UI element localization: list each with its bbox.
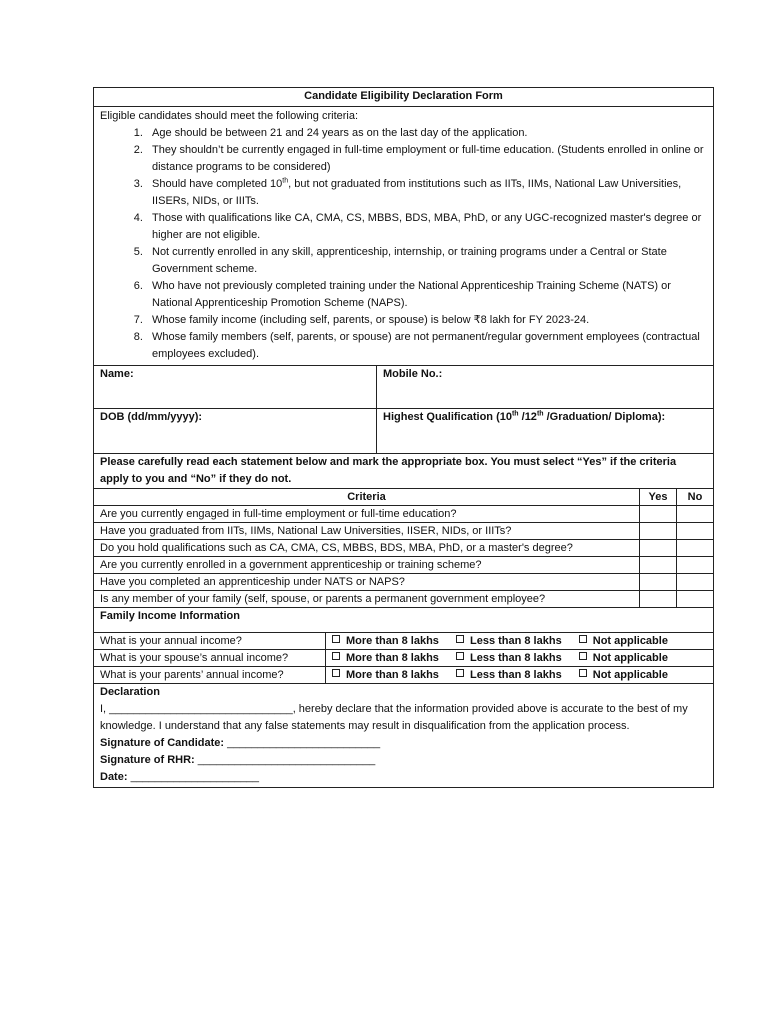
superscript: th [536, 410, 544, 418]
option-label: Less than 8 lakhs [469, 635, 562, 647]
option-less-than-8-lakhs[interactable] [456, 667, 562, 683]
criteria-item: 4. Those with qualifications like CA, CMA, CS, MBBS, BDS, MBA, PhD, or any UGC-recognized master's degree or higher are not eligible. [146, 210, 707, 244]
criteria-item: 5. Not currently enrolled in any skill, apprenticeship, internship, or training programs under a Central or State Government scheme. [146, 244, 707, 278]
income-options [326, 633, 714, 650]
option-label: More than 8 lakhs [346, 635, 439, 647]
no-cell[interactable] [677, 523, 714, 540]
eligibility-criteria [94, 107, 713, 366]
criteria-question: Is any member of your family (self, spouse, or parents a permanent government employee? [94, 591, 640, 608]
option-label: Less than 8 lakhs [469, 652, 562, 664]
yes-cell[interactable] [640, 591, 677, 608]
income-table [94, 633, 713, 684]
option-less-than-8-lakhs[interactable] [456, 633, 562, 649]
qualification-text: /Graduation/ Diploma): [543, 411, 666, 423]
criteria-item: 1. Age should be between 21 and 24 years as on the last day of the application. [146, 125, 707, 142]
option-label: More than 8 lakhs [346, 652, 439, 664]
checkbox-icon[interactable] [332, 635, 340, 643]
checkbox-icon[interactable] [579, 635, 587, 643]
option-not-applicable[interactable] [579, 650, 668, 666]
name-mobile-row [94, 366, 713, 409]
criteria-list [100, 125, 707, 363]
signature-rhr-blank: _____________________________ [194, 754, 376, 766]
option-label: Not applicable [592, 635, 668, 647]
dob-field[interactable] [94, 409, 377, 453]
no-cell[interactable] [677, 574, 714, 591]
option-not-applicable[interactable] [579, 667, 668, 683]
no-cell[interactable] [677, 506, 714, 523]
declaration-text: I, ______________________________, hereby declare that the information provided above is accurate to the best of my knowledge. I understand that any false statements may result in disqualification from the application process. [100, 703, 688, 732]
checkbox-icon[interactable] [579, 652, 587, 660]
signature-rhr-label: Signature of RHR: [100, 754, 195, 766]
signature-candidate-line[interactable] [100, 735, 707, 752]
qualification-label [383, 411, 665, 423]
income-section-title: Family Income Information [94, 608, 713, 633]
table-row [94, 523, 713, 540]
declaration-section [94, 684, 713, 787]
criteria-question: Have you completed an apprenticeship under NATS or NAPS? [94, 574, 640, 591]
mobile-label: Mobile No.: [383, 368, 443, 380]
eligibility-form [93, 87, 714, 788]
checkbox-icon[interactable] [456, 635, 464, 643]
income-question: What is your spouse’s annual income? [94, 650, 326, 667]
no-header: No [677, 489, 714, 506]
criteria-table [94, 489, 713, 608]
option-label: Not applicable [592, 669, 668, 681]
option-label: Less than 8 lakhs [469, 669, 562, 681]
table-row [94, 574, 713, 591]
income-question: What is your annual income? [94, 633, 326, 650]
criteria-question: Do you hold qualifications such as CA, CMA, CS, MBBS, BDS, MBA, PhD, or a master's degree? [94, 540, 640, 557]
dob-qualification-row [94, 409, 713, 454]
option-label: More than 8 lakhs [346, 669, 439, 681]
criteria-question: Are you currently engaged in full-time employment or full-time education? [94, 506, 640, 523]
no-cell[interactable] [677, 540, 714, 557]
criteria-item: 2. They shouldn’t be currently engaged in full-time employment or full-time education. (Students enrolled in online or distance programs to be considered) [146, 142, 707, 176]
checkbox-icon[interactable] [456, 669, 464, 677]
declaration-title: Declaration [100, 686, 160, 698]
checkbox-icon[interactable] [456, 652, 464, 660]
no-cell[interactable] [677, 557, 714, 574]
table-row [94, 506, 713, 523]
date-line[interactable] [100, 769, 707, 786]
checkbox-icon[interactable] [332, 652, 340, 660]
criteria-text: , but not graduated from institutions such as IITs, IIMs, National Law Universities, IISERs, NIDs, or IIITs. [152, 178, 682, 207]
criteria-item: 7. Whose family income (including self, parents, or spouse) is below ₹8 lakh for FY 2023-24. [146, 312, 707, 329]
no-cell[interactable] [677, 591, 714, 608]
option-more-than-8-lakhs[interactable] [332, 633, 439, 649]
table-row [94, 557, 713, 574]
option-label: Not applicable [592, 652, 668, 664]
checkbox-icon[interactable] [579, 669, 587, 677]
criteria-text: Should have completed 10 [152, 178, 283, 190]
date-label: Date: [100, 771, 128, 783]
signature-candidate-label: Signature of Candidate: [100, 737, 225, 749]
table-row [94, 633, 713, 650]
date-blank: _____________________ [127, 771, 260, 783]
yes-cell[interactable] [640, 506, 677, 523]
dob-label: DOB (dd/mm/yyyy): [100, 411, 203, 423]
yes-header: Yes [640, 489, 677, 506]
instruction-text: Please carefully read each statement below and mark the appropriate box. You must select “Yes” if the criteria apply to you and “No” if they do not. [94, 454, 713, 489]
table-row [94, 667, 713, 684]
name-label: Name: [100, 368, 134, 380]
table-row [94, 650, 713, 667]
signature-candidate-blank: _________________________ [224, 737, 381, 749]
checkbox-icon[interactable] [332, 669, 340, 677]
qualification-text: /12 [518, 411, 537, 423]
qualification-text: Highest Qualification (10 [383, 411, 512, 423]
table-row [94, 591, 713, 608]
mobile-field[interactable] [377, 366, 713, 408]
criteria-question: Are you currently enrolled in a government apprenticeship or training scheme? [94, 557, 640, 574]
income-options [326, 667, 714, 684]
qualification-field[interactable] [377, 409, 713, 453]
yes-cell[interactable] [640, 540, 677, 557]
signature-rhr-line[interactable] [100, 752, 707, 769]
yes-cell[interactable] [640, 574, 677, 591]
income-options [326, 650, 714, 667]
yes-cell[interactable] [640, 523, 677, 540]
option-not-applicable[interactable] [579, 633, 668, 649]
income-question: What is your parents’ annual income? [94, 667, 326, 684]
option-less-than-8-lakhs[interactable] [456, 650, 562, 666]
criteria-intro: Eligible candidates should meet the following criteria: [100, 110, 359, 122]
name-field[interactable] [94, 366, 377, 408]
criteria-item: 6. Who have not previously completed training under the National Apprenticeship Training Scheme (NATS) or National Apprenticeship Promotion Scheme (NAPS). [146, 278, 707, 312]
table-row [94, 540, 713, 557]
superscript: th [282, 177, 289, 185]
criteria-question: Have you graduated from IITs, IIMs, National Law Universities, IISER, NIDs, or IIITs? [94, 523, 640, 540]
criteria-header: Criteria [94, 489, 640, 506]
table-header-row [94, 489, 713, 506]
option-more-than-8-lakhs[interactable] [332, 650, 439, 666]
criteria-item [146, 176, 707, 210]
yes-cell[interactable] [640, 557, 677, 574]
form-title: Candidate Eligibility Declaration Form [94, 88, 713, 107]
superscript: th [511, 410, 519, 418]
option-more-than-8-lakhs[interactable] [332, 667, 439, 683]
criteria-item: 8. Whose family members (self, parents, or spouse) are not permanent/regular government employees (contractual employees excluded). [146, 329, 707, 363]
